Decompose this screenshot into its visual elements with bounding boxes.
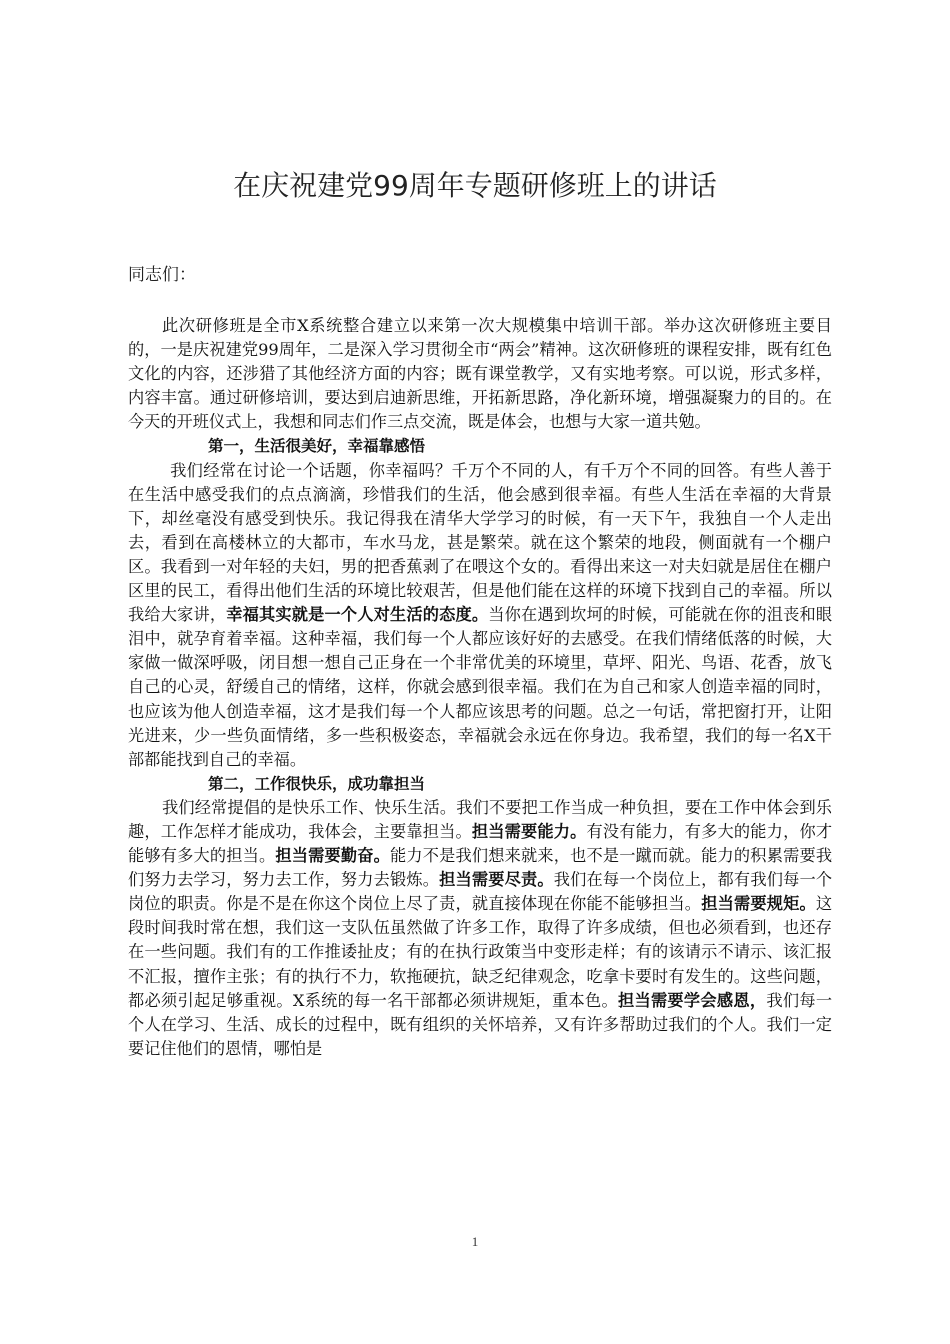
section-2-bold-e: 担当需要学会感恩， — [617, 990, 767, 1010]
section-2-text-e: 这段时间我时常在想，我们这一支队伍虽然做了许多工作，取得了许多成绩，但也必须看到，也还存在一些问题。我们有的工作推诿扯皮；有的在执行政策当中变形走样；有的该请示不请示、该汇报不汇报，擅作主张；有的执行不力，软拖硬抗，缺乏纪律观念，吃拿卡要时有发生的。这些问题，都必须引起足够重视。X系统的每一名干部都必须讲规矩，重本色。 — [128, 894, 833, 1010]
section-2-text-c: 能力不是我们想来就来，也不是一蹴而就。能力的积累需要我们努力去学习，努力去工作，努力去锻炼。 — [128, 846, 833, 890]
section-2-text-d: 我们在每一个岗位上，都有我们每一个岗位的职责。你是不是在你这个岗位上尽了责，就直接体现在你能不能够担当。 — [128, 870, 833, 914]
section-2-bold-a: 担当需要能力。 — [471, 821, 587, 841]
section-2-bold-c: 担当需要尽责。 — [439, 870, 554, 890]
section-2-text-b: 有没有能力，有多大的能力，你才能够有多大的担当。 — [128, 821, 833, 866]
section-2-bold-b: 担当需要勤奋。 — [275, 846, 391, 866]
document-title: 在庆祝建党99周年专题研修班上的讲话 — [233, 169, 717, 202]
section-heading-1: 第一，生活很美好，幸福靠感悟 — [208, 437, 426, 456]
section-2-paragraph — [128, 796, 832, 1061]
section-1-text-b: 当你在遇到坎坷的时候，可能就在你的沮丧和眼泪中，就孕育着幸福。这种幸福，我们每一个人都应该好好的去感受。在我们情绪低落的时候，大家做一做深呼吸，闭目想一想自己正身在一个非常优美的环境里，草坪、阳光、鸟语、花香，放飞自己的心灵，舒缓自己的情绪，这样，你就会感到很幸福。我们在为自己和家人创造幸福的同时，也应该为他人创造幸福，这才是我们每一个人都应该思考的问题。总之一句话，常把窗打开，让阳光进来，少一些负面情绪，多一些积极姿态，幸福就会永远在你身边。我希望，我们的每一名X干部都能找到自己的幸福。 — [128, 605, 833, 769]
section-2-text-f: 我们每一个人在学习、生活、成长的过程中，既有组织的关怀培养，又有许多帮助过我们的个人。我们一定要记住他们的恩情，哪怕是 — [128, 990, 833, 1058]
section-1-bold-a: 幸福其实就是一个人对生活的态度。 — [226, 605, 489, 625]
intro-paragraph: 此次研修班是全市X系统整合建立以来第一次大规模集中培训干部。举办这次研修班主要目的，一是庆祝建党99周年，二是深入学习贯彻全市“两会”精神。这次研修班的课程安排，既有红色文化的内容，还涉猎了其他经济方面的内容；既有课堂教学，又有实地考察。可以说，形式多样，内容丰富。通过研修培训，要达到启迪新思维，开拓新思路，净化新环境，增强凝聚力的目的。在今天的开班仪式上，我想和同志们作三点交流，既是体会，也想与大家一道共勉。 — [128, 316, 832, 432]
page-number: 1 — [471, 1234, 479, 1249]
section-2-bold-d: 担当需要规矩。 — [701, 894, 816, 914]
section-heading-2: 第二，工作很快乐，成功靠担当 — [208, 774, 426, 793]
section-1-text-a: 我们经常在讨论一个话题，你幸福吗？千万个不同的人，有千万个不同的回答。有些人善于在生活中感受我们的点点滴滴，珍惜我们的生活，他会感到很幸福。有些人生活在幸福的大背景下，却丝毫没有感受到快乐。我记得我在清华大学学习的时候，有一天下午，我独自一个人走出去，看到在高楼林立的大都市，车水马龙，甚是繁荣。就在这个繁荣的地段，侧面就有一个棚户区。我看到一对年轻的夫妇，男的把香蕉剥了在喂这个女的。看得出来这一对夫妇就是居住在棚户区里的民工，看得出他们生活的环境比较艰苦，但是他们能在这样的环境下找到自己的幸福。所以我给大家讲， — [128, 460, 832, 625]
salutation: 同志们： — [128, 265, 196, 285]
document-body — [128, 314, 832, 1061]
section-1-paragraph — [128, 459, 832, 772]
section-2-text-a: 我们经常提倡的是快乐工作、快乐生活。我们不要把工作当成一种负担，要在工作中体会到乐趣，工作怎样才能成功，我体会，主要靠担当。 — [128, 797, 832, 841]
